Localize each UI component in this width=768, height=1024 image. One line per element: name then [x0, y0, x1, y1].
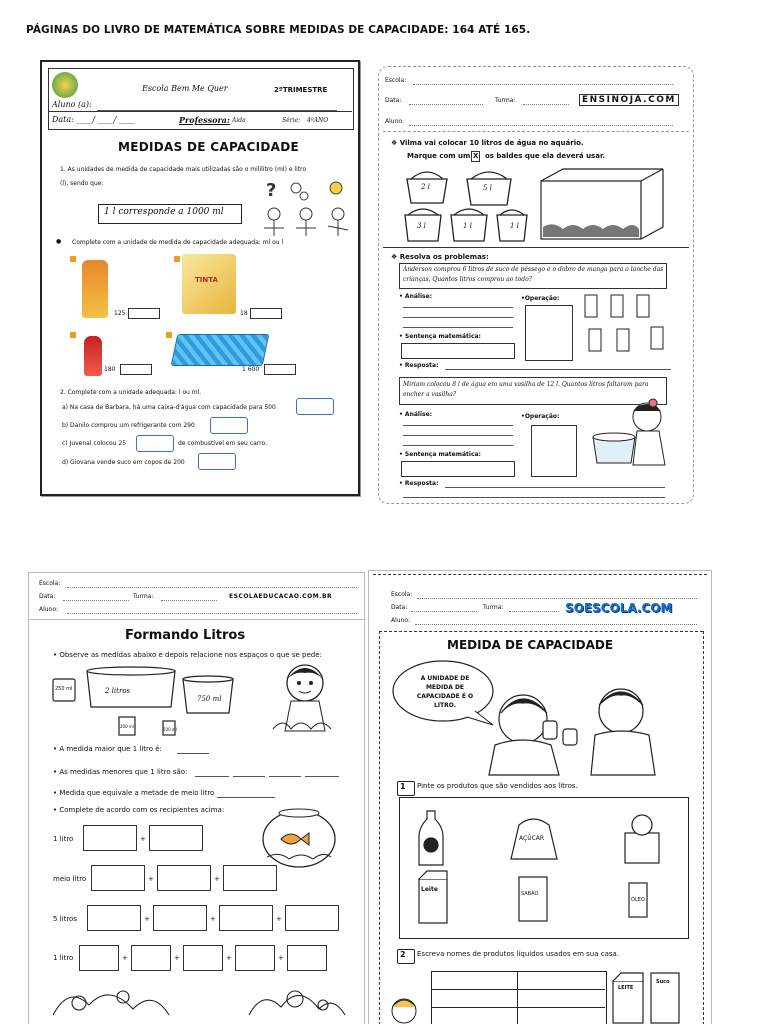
q2-a-text: a) Na casa de Barbara, há uma caixa-d'água com capacidade para 500 — [62, 404, 276, 411]
row4-box5[interactable] — [287, 945, 327, 971]
item-d-answer[interactable] — [264, 364, 296, 375]
item-c-value: 180 — [104, 366, 116, 373]
product-leite: Leite — [421, 886, 438, 893]
speech-text: A UNIDADE DE MEDIDA DE CAPACIDADE É O LITRO. — [416, 675, 474, 709]
task2-number: 2 — [400, 950, 406, 959]
plus-sign: + — [174, 954, 180, 962]
q2-title: 2. Complete com a unidade adequada: l ou ml. — [60, 389, 202, 396]
student-label: Aluno: — [385, 118, 405, 125]
juice-cartons-icon — [581, 293, 677, 361]
q1-text-cont: (l), sendo que: — [60, 180, 104, 187]
task1-number: 1 — [400, 782, 406, 791]
bucket-1-label: 2 l — [421, 183, 430, 191]
operation-box-1[interactable] — [525, 305, 573, 361]
container-250: 250 ml — [55, 686, 73, 692]
grade-value: 4ºANO — [307, 117, 329, 124]
shampoo-bottle-icon — [82, 260, 108, 318]
boy-thinking-icon — [271, 659, 341, 739]
student-label: Aluno: — [391, 617, 411, 624]
x-mark: X — [473, 152, 479, 160]
date-label: Data: — [39, 593, 56, 600]
date-label: Data: ____/ ____/ ____ — [52, 115, 135, 124]
q1-line2b: os baldes que ela deverá usar. — [485, 152, 606, 160]
class-label: Turma: — [133, 593, 154, 600]
worksheet-medidas-de-capacidade — [40, 60, 360, 496]
row1-box1[interactable] — [83, 825, 137, 851]
school-label: Escola: — [39, 580, 61, 587]
student-label: Aluno: — [39, 606, 59, 613]
container-750: 750 ml — [197, 695, 222, 703]
sheet-heading: MEDIDAS DE CAPACIDADE — [118, 140, 300, 154]
q2-d-text: d) Giovana vende suco em copos de 200 — [62, 459, 185, 466]
q2-c-text: c) Juvenal colocou 25 — [62, 440, 127, 447]
item-d-value: 1 600 — [242, 366, 260, 373]
plus-sign: + — [278, 954, 284, 962]
bucket-5-label: 1 l — [510, 222, 519, 230]
equivalence-box: 1 l corresponde a 1000 ml — [104, 207, 224, 217]
row4-box2[interactable] — [131, 945, 171, 971]
row1-box2[interactable] — [149, 825, 203, 851]
q2-d-answer[interactable] — [198, 453, 236, 470]
row2-box1[interactable] — [91, 865, 145, 891]
sheet-heading: MEDIDA DE CAPACIDADE — [447, 638, 614, 652]
worksheet-soescola — [368, 570, 712, 1024]
page-title: PÁGINAS DO LIVRO DE MATEMÁTICA SOBRE MEDIDAS DE CAPACIDADE: 164 ATÉ 165. — [26, 24, 531, 36]
item-c-answer[interactable] — [120, 364, 152, 375]
student-label: Aluno (a): — [52, 100, 92, 109]
q-less-text: • As medidas menores que 1 litro são: — [53, 768, 188, 776]
sheet-heading: Formando Litros — [125, 628, 246, 643]
item-a-value: 125 — [114, 310, 126, 317]
product-oleo: ÓLEO — [631, 897, 645, 903]
item-a-answer[interactable] — [128, 308, 160, 319]
item-b-answer[interactable] — [250, 308, 282, 319]
row2-box2[interactable] — [157, 865, 211, 891]
row3-box4[interactable] — [285, 905, 339, 931]
plus-sign: + — [122, 954, 128, 962]
row-label-1: 1 litro — [53, 835, 74, 843]
drink-bottle-icon — [84, 336, 102, 376]
container-2l: 2 litros — [105, 687, 131, 695]
sentence-box-2[interactable] — [401, 461, 515, 477]
thinking-people-icon — [256, 178, 352, 240]
q2-c-answer[interactable] — [136, 435, 174, 452]
worksheet-formando-litros — [28, 572, 365, 1024]
problems-title: ❖ Resolva os problemas: — [391, 253, 489, 261]
child-face-icon — [387, 991, 421, 1024]
q1-line2a: Marque com um — [407, 152, 471, 160]
sentence-box-1[interactable] — [401, 343, 515, 359]
row3-box1[interactable] — [87, 905, 141, 931]
plus-sign: + — [276, 915, 282, 923]
row2-box3[interactable] — [223, 865, 277, 891]
operation-label-2: •Operação: — [521, 413, 560, 420]
row3-box2[interactable] — [153, 905, 207, 931]
q2-a-answer[interactable] — [296, 398, 334, 415]
grade-label: Série: — [282, 117, 301, 124]
bucket-3-label: 3 l — [417, 222, 426, 230]
school-label: Escola: — [391, 591, 413, 598]
q1-line1: ❖ Vilma vai colocar 10 litros de água no aquário. — [391, 139, 584, 147]
plus-sign: + — [214, 875, 220, 883]
plus-sign: + — [144, 915, 150, 923]
fishbowl-icon — [259, 805, 339, 869]
date-label: Data: — [391, 604, 408, 611]
school-name: Escola Bem Me Quer — [142, 84, 228, 93]
plus-sign: + — [148, 875, 154, 883]
sentence-label-2: • Sentença matemática: — [399, 451, 481, 458]
operation-box-2[interactable] — [531, 425, 577, 477]
row-label-4: 1 litro — [53, 954, 74, 962]
swimming-pool-icon — [171, 334, 270, 366]
q-complete-text: • Complete de acordo com os recipientes acima: — [53, 806, 225, 814]
problem-2-text: Miriam colocou 8 l de água em uma vasilha de 12 l. Quantos litros faltaram para encher a vasilha? — [403, 381, 649, 398]
teacher-label: Professora: — [179, 115, 230, 125]
intro-text: • Observe as medidas abaixo e depois relacione nos espaços o que se pede: — [53, 651, 322, 659]
school-label: Escola: — [385, 77, 407, 84]
plus-sign: + — [140, 835, 146, 843]
q2-b-answer[interactable] — [210, 417, 248, 434]
container-200: 200 ml — [120, 724, 134, 729]
brand-logo: ENSINOJA.COM — [579, 94, 679, 106]
milk-juice-boxes-icon — [611, 969, 683, 1024]
term-label: 2ºTRIMESTRE — [274, 86, 328, 94]
row-label-2: meio litro — [53, 875, 87, 883]
kids-drinking-icon — [459, 683, 673, 777]
row4-box3[interactable] — [183, 945, 223, 971]
worksheet-ensinoja — [378, 66, 694, 504]
bullet: ● — [56, 238, 62, 245]
q-more-text: • A medida maior que 1 litro é: — [53, 745, 162, 753]
answers-table[interactable] — [431, 971, 607, 1024]
brand-logo: SOESCOLA.COM — [565, 601, 673, 615]
class-label: Turma: — [495, 97, 516, 104]
row4-box4[interactable] — [235, 945, 275, 971]
product-sabao: SABÃO — [521, 891, 539, 897]
row4-box1[interactable] — [79, 945, 119, 971]
answer-label-2: • Resposta: — [399, 480, 439, 487]
sentence-label-1: • Sentença matemática: — [399, 333, 481, 340]
row-label-3: 5 litros — [53, 915, 77, 923]
item-b-value: 18 — [240, 310, 248, 317]
milk-label: LEITE — [618, 985, 634, 991]
plus-sign: + — [226, 954, 232, 962]
problem-1-text: Anderson comprou 6 litros de suco de pêssego e o dobro de manga para o lanche das crianças. Quantos litros comprou ao todo? — [403, 266, 664, 283]
garden-decoration-icon — [49, 975, 349, 1024]
aquarium-icon — [539, 167, 667, 243]
svg-text:?: ? — [266, 180, 277, 201]
school-logo-icon — [52, 72, 78, 98]
date-label: Data: — [385, 97, 402, 104]
plus-sign: + — [210, 915, 216, 923]
paint-label: TINTA — [195, 276, 218, 284]
task1-text: Pinte os produtos que são vendidos aos litros. — [417, 782, 578, 790]
product-acucar: AÇÚCAR — [519, 835, 545, 842]
paint-can-icon — [182, 254, 236, 314]
container-500: 500 ml — [163, 727, 177, 732]
row3-box3[interactable] — [219, 905, 273, 931]
q1-text: 1. As unidades de medida de capacidade mais utilizadas são o mililitro (ml) e litro — [60, 166, 307, 173]
teacher-name: Aida — [232, 117, 246, 124]
complete-instruction: Complete com a unidade de medida de capacidade adequada: ml ou l — [72, 239, 284, 246]
operation-label-1: •Operação: — [521, 295, 560, 302]
analysis-label-1: • Análise: — [399, 293, 433, 300]
analysis-label-2: • Análise: — [399, 411, 433, 418]
bucket-2-label: 5 l — [483, 184, 492, 192]
task2-text: Escreva nomes de produtos líquidos usados em sua casa. — [417, 950, 620, 958]
girl-with-bowl-icon — [589, 397, 679, 467]
q2-b-text: b) Danilo comprou um refrigerante com 290 — [62, 422, 195, 429]
q2-c-suffix: de combustível em seu carro. — [178, 440, 267, 447]
brand-label: ESCOLAEDUCACAO.COM.BR — [229, 593, 333, 600]
juice-label: Suco — [656, 979, 670, 985]
answer-label-1: • Resposta: — [399, 362, 439, 369]
class-label: Turma: — [483, 604, 504, 611]
q-half-text: • Medida que equivale a metade de meio litro — [53, 789, 215, 797]
products-icon — [409, 805, 681, 935]
bucket-4-label: 1 l — [463, 222, 472, 230]
